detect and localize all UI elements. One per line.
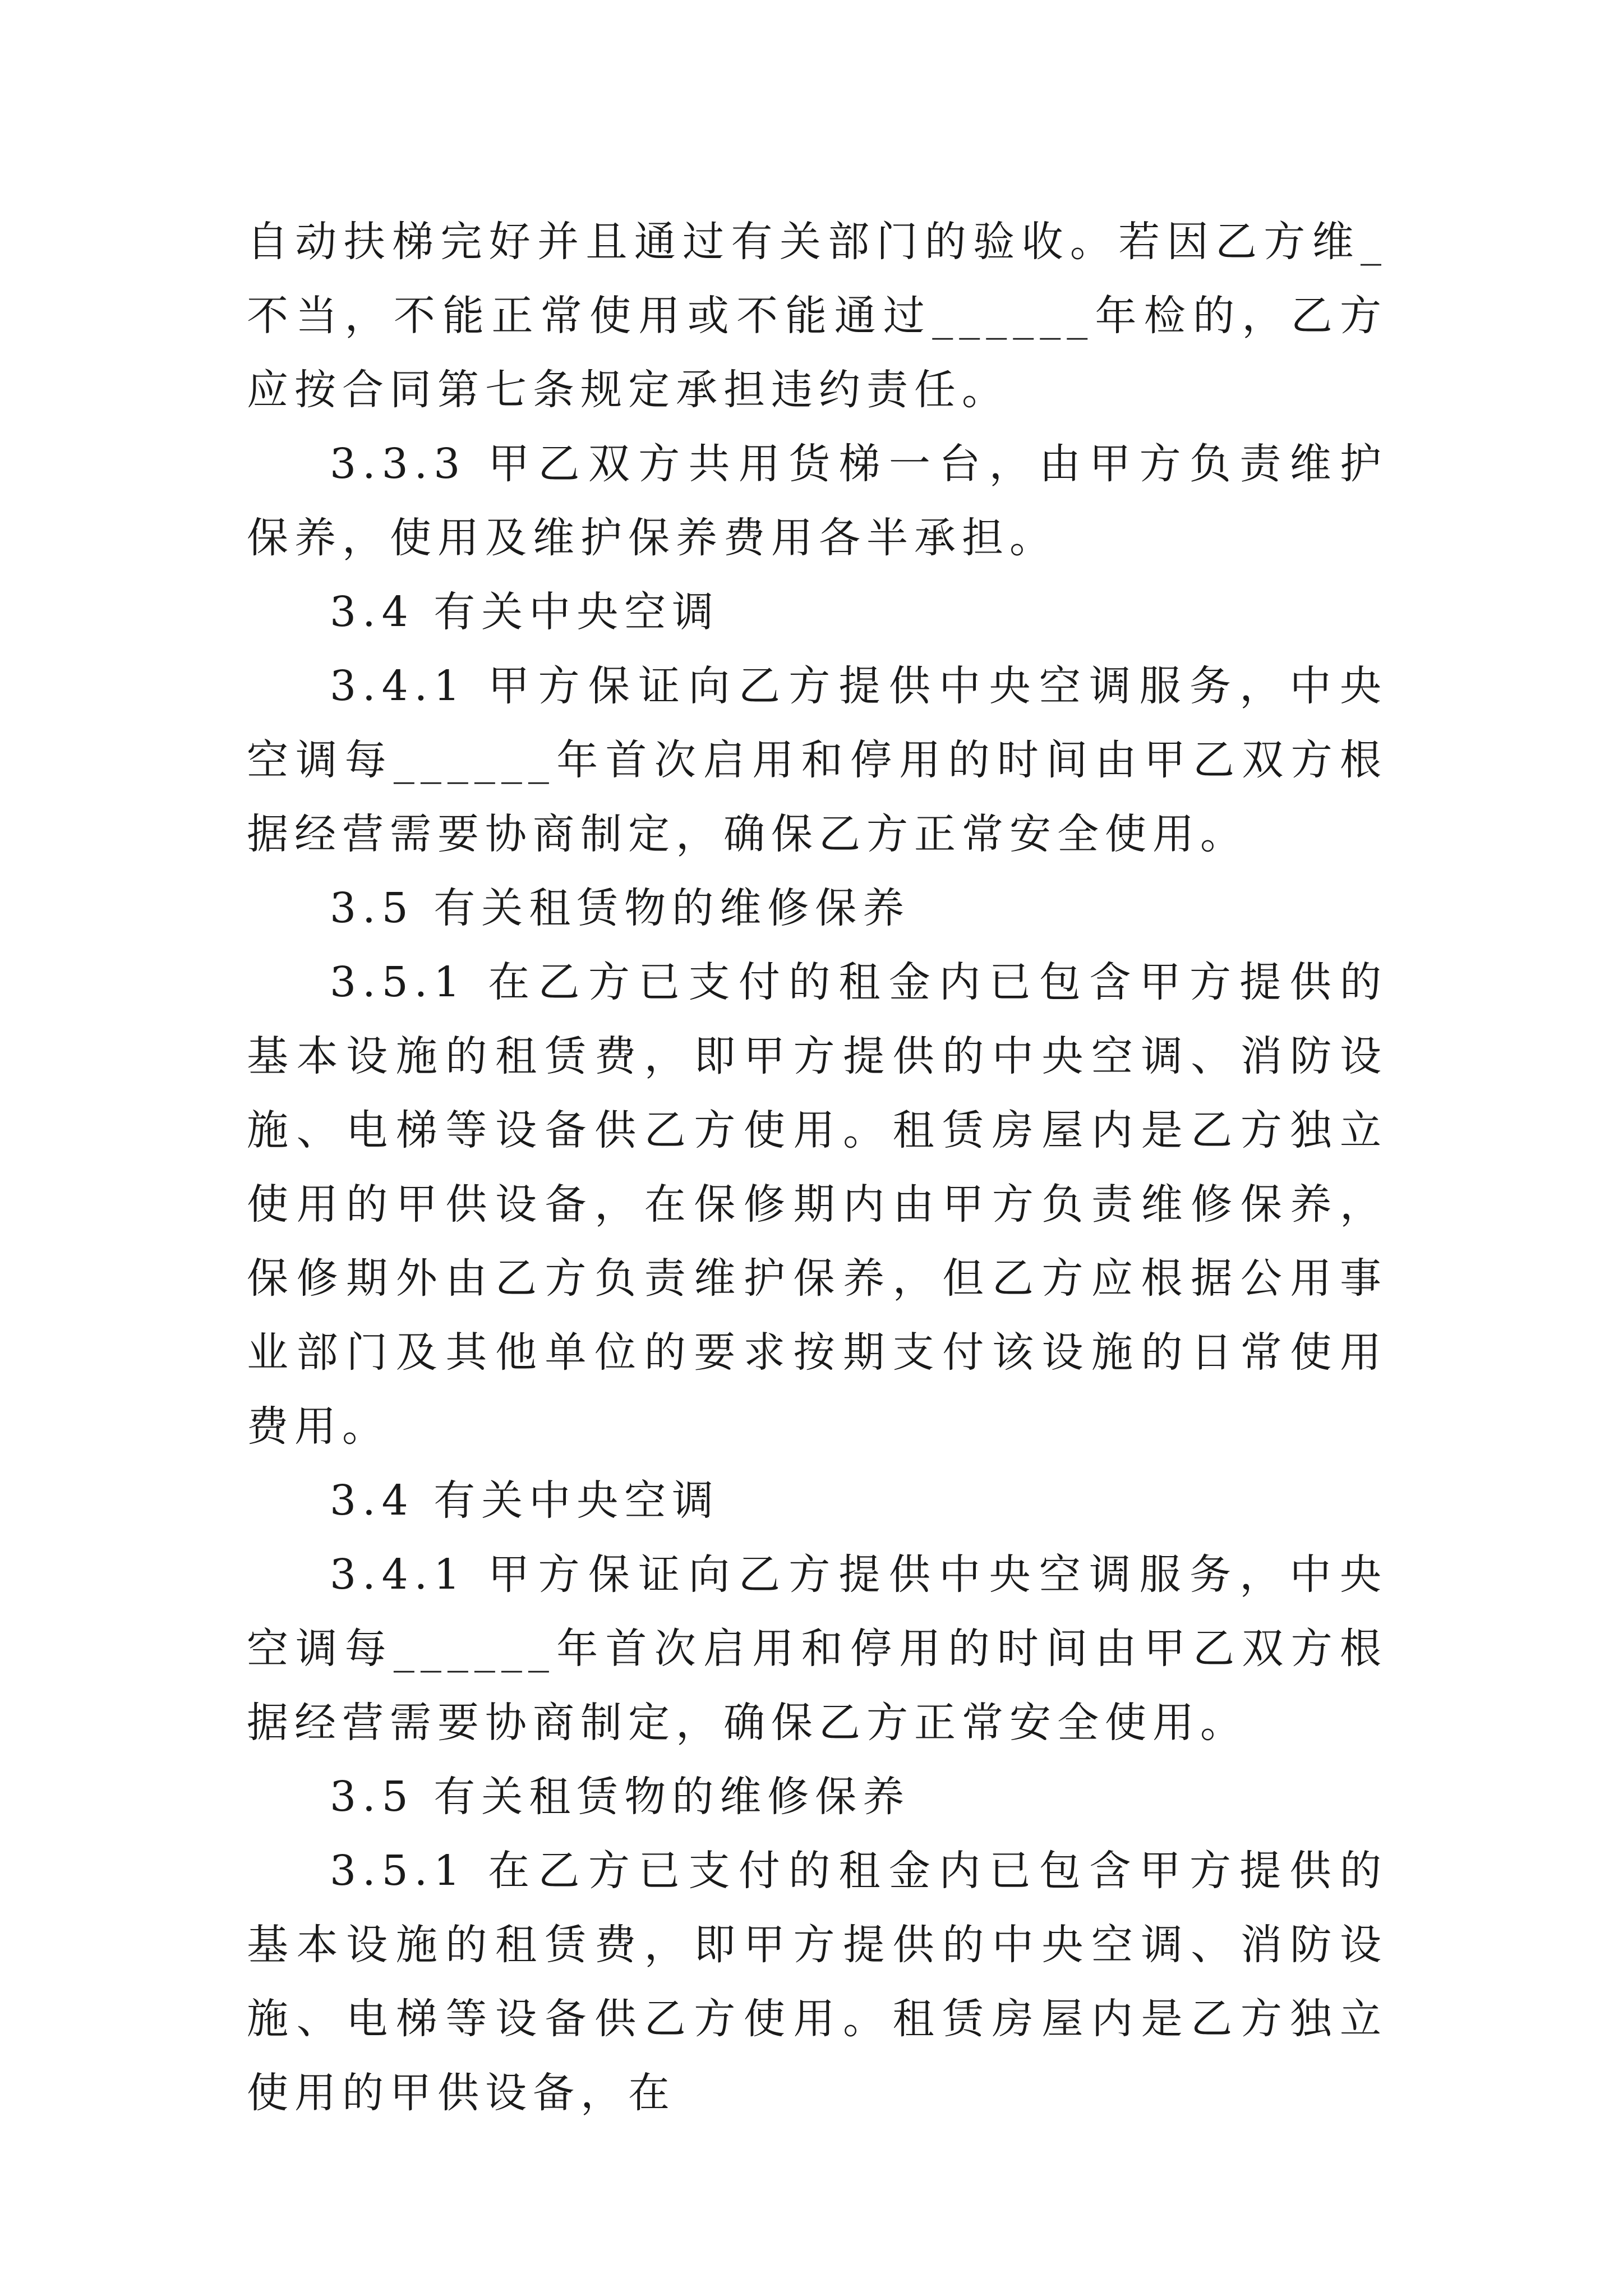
paragraph: 3.5.1 在乙方已支付的租金内已包含甲方提供的基本设施的租赁费，即甲方提供的中央空调、消防设施、电梯等设备供乙方使用。租赁房屋内是乙方独立使用的甲供设备，在保修期内由甲方负责维修保养，保修期外由乙方负责维护保养，但乙方应根据公用事业部门及其他单位的要求按期支付该设施的日常使用费用。: [247, 958, 1387, 1451]
paragraph: 3.4.1 甲方保证向乙方提供中央空调服务，中央空调每______年首次启用和停用的时间由甲乙双方根据经营需要协商制定，确保乙方正常安全使用。: [247, 1550, 1387, 1747]
paragraph: 3.4.1 甲方保证向乙方提供中央空调服务，中央空调每______年首次启用和停用的时间由甲乙双方根据经营需要协商制定，确保乙方正常安全使用。: [247, 662, 1387, 858]
section-heading: 3.4 有关中央空调: [330, 588, 720, 636]
section-heading: 3.4 有关中央空调: [330, 1476, 720, 1525]
paragraph: 自动扶梯完好并且通过有关部门的验收。若因乙方维_不当，不能正常使用或不能通过______年检的，乙方应按合同第七条规定承担违约责任。: [247, 218, 1387, 414]
document-body: [247, 205, 1387, 2130]
section-heading: 3.5 有关租赁物的维修保养: [330, 884, 911, 932]
paragraph: 3.3.3 甲乙双方共用货梯一台，由甲方负责维护保养，使用及维护保养费用各半承担。: [247, 440, 1387, 562]
paragraph: 3.5.1 在乙方已支付的租金内已包含甲方提供的基本设施的租赁费，即甲方提供的中央空调、消防设施、电梯等设备供乙方使用。租赁房屋内是乙方独立使用的甲供设备，在: [247, 1847, 1387, 2117]
section-heading: 3.5 有关租赁物的维修保养: [330, 1773, 911, 1821]
